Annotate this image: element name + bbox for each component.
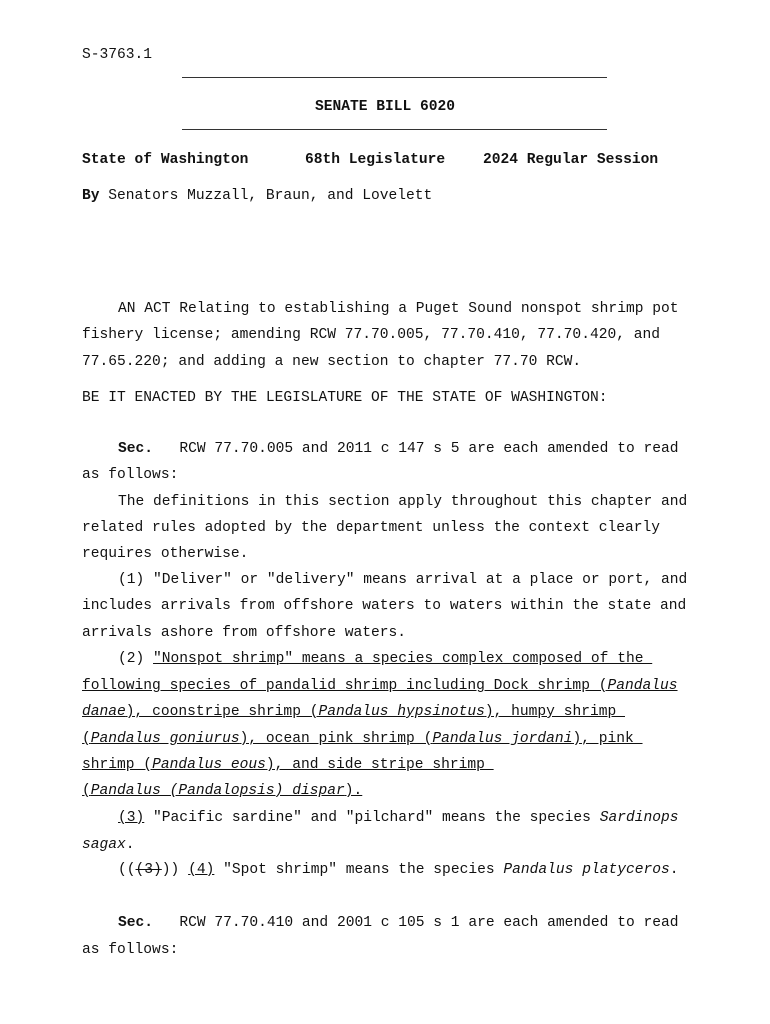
- section-2-intro-line-2: as follows:: [82, 942, 179, 958]
- section-1-intro-line-2: as follows:: [82, 467, 179, 483]
- definitions-line-1: The definitions in this section apply throughout this chapter and: [118, 494, 688, 510]
- deliver-line-2: includes arrivals from offshore waters to waters within the state and: [82, 598, 687, 614]
- deliver-line-1: (1) "Deliver" or "delivery" means arrival at a place or port, and: [118, 572, 688, 588]
- nonspot-line-1: (2) "Nonspot shrimp" means a species complex composed of the: [118, 651, 653, 667]
- sardine-line-2: sagax.: [82, 837, 135, 853]
- legislature-label: 68th Legislature: [305, 152, 446, 168]
- bill-title: SENATE BILL 6020: [314, 99, 456, 115]
- act-line-3: 77.65.220; and adding a new section to chapter 77.70 RCW.: [82, 354, 582, 370]
- deliver-line-3: arrivals ashore from offshore waters.: [82, 625, 407, 641]
- nonspot-line-3: danae), coonstripe shrimp (Pandalus hypsinotus), humpy shrimp: [82, 704, 625, 720]
- spot-shrimp-line: (((3))) (4) "Spot shrimp" means the species Pandalus platyceros.: [118, 862, 679, 878]
- enacting-clause: BE IT ENACTED BY THE LEGISLATURE OF THE STATE OF WASHINGTON:: [82, 390, 608, 406]
- section-1-intro: Sec. RCW 77.70.005 and 2011 c 147 s 5 are each amended to read: [118, 441, 679, 457]
- section-2-intro: Sec. RCW 77.70.410 and 2001 c 105 s 1 are each amended to read: [118, 915, 679, 931]
- act-line-1: AN ACT Relating to establishing a Puget Sound nonspot shrimp pot: [118, 301, 679, 317]
- state-label: State of Washington: [82, 152, 249, 168]
- sardine-line-1: (3) "Pacific sardine" and "pilchard" means the species Sardinops: [118, 810, 679, 826]
- session-label: 2024 Regular Session: [483, 152, 659, 168]
- document-id: S-3763.1: [82, 47, 153, 63]
- nonspot-line-5: shrimp (Pandalus eous), and side stripe shrimp: [82, 757, 494, 773]
- nonspot-line-6: (Pandalus (Pandalopsis) dispar).: [82, 783, 363, 799]
- nonspot-line-4: (Pandalus goniurus), ocean pink shrimp (Pandalus jordani), pink: [82, 731, 643, 747]
- sponsors: Senators Muzzall, Braun, and Lovelett: [108, 188, 433, 204]
- definitions-line-2: related rules adopted by the department unless the context clearly: [82, 520, 661, 536]
- title-bottom-rule: [182, 129, 607, 130]
- title-top-rule: [182, 77, 607, 78]
- definitions-line-3: requires otherwise.: [82, 546, 249, 562]
- nonspot-line-2: following species of pandalid shrimp including Dock shrimp (Pandalus: [82, 678, 678, 694]
- sponsors-line: By Senators Muzzall, Braun, and Lovelett: [82, 188, 433, 204]
- act-line-2: fishery license; amending RCW 77.70.005, 77.70.410, 77.70.420, and: [82, 327, 661, 343]
